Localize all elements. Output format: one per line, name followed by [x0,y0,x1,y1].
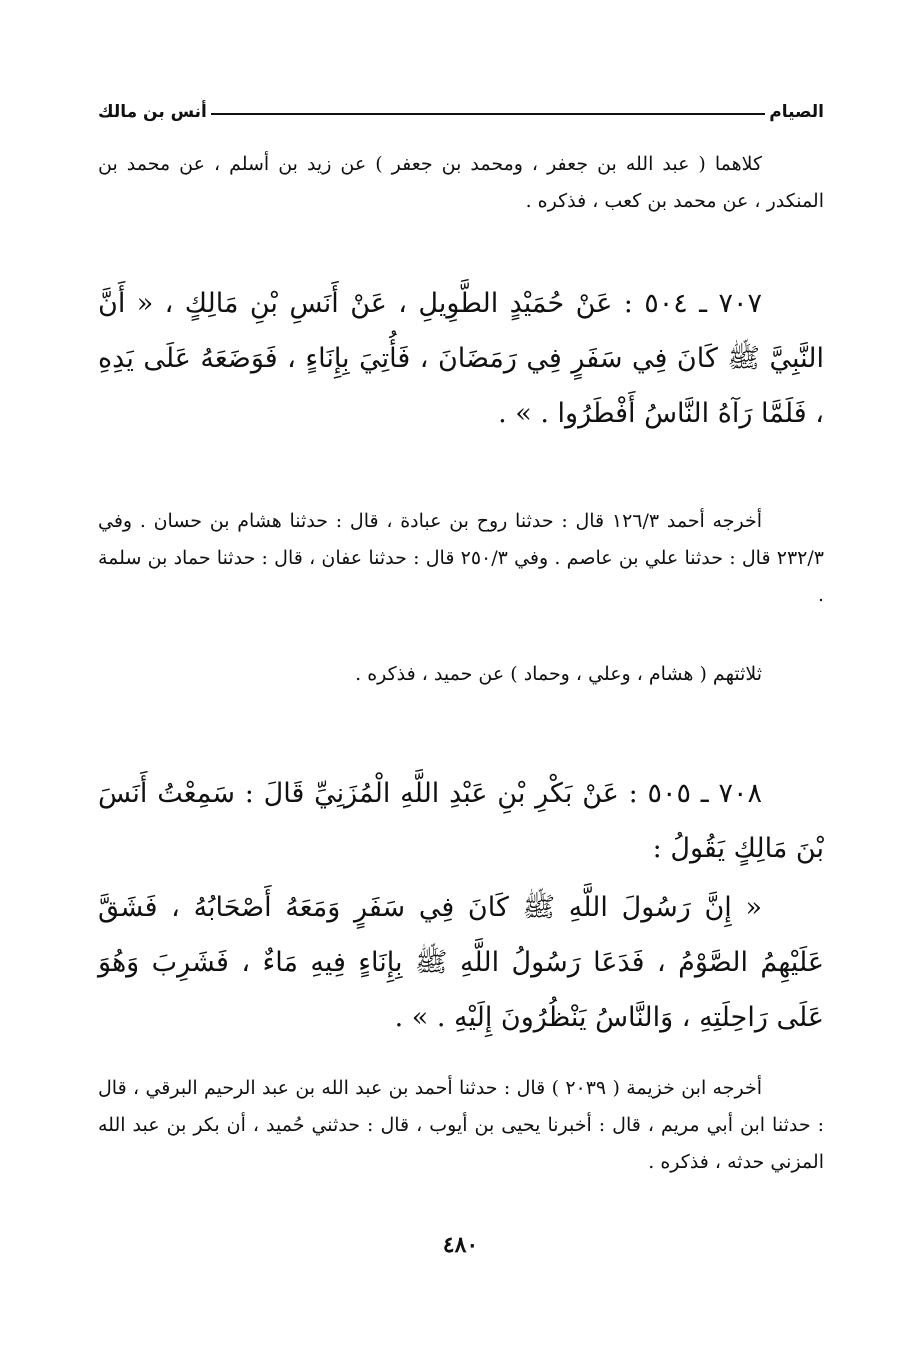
header-section-title: أنس بن مالك [98,102,207,122]
takhrij-707-summary: ثلاثتهم ( هشام ، وعلي ، وحماد ) عن حميد ، فذكره . [355,663,762,685]
header-chapter-title: الصيام [769,102,824,122]
running-header [98,92,824,122]
hadith-708-isnad: ٧٠٨ ـ ٥٠٥ : عَنْ بَكْرِ بْنِ عَبْدِ اللَّهِ الْمُزَنِيِّ قَالَ : سَمِعْتُ أَنَسَ بْنَ مَالِكٍ يَقُولُ : [98,778,824,864]
takhrij-707: أخرجه أحمد ١٢٦/٣ قال : حدثنا روح بن عبادة ، قال : حدثنا هشام بن حسان . وفي ٢٣٢/٣ قال : حدثنا علي بن عاصم . وفي ٢٥٠/٣ قال : حدثنا عفان ، قال : حدثنا حماد بن سلمة . [98,510,824,606]
hadith-708-matn: « إِنَّ رَسُولَ اللَّهِ ﷺ كَانَ فِي سَفَرٍ وَمَعَهُ أَصْحَابُهُ ، فَشَقَّ عَلَيْهِمُ الصَّوْمُ ، فَدَعَا رَسُولُ اللَّهِ ﷺ بِإِنَاءٍ فِيهِ مَاءٌ ، فَشَرِبَ وَهُوَ عَلَى رَاحِلَتِهِ ، وَالنَّاسُ يَنْظُرُونَ إِلَيْهِ . » . [98,892,824,1033]
paragraph-continuation: كلاهما ( عبد الله بن جعفر ، ومحمد بن جعفر ) عن زيد بن أسلم ، عن محمد بن المنكدر ، عن محمد بن كعب ، فذكره . [98,153,824,212]
page-number: ٤٨٠ [442,1232,479,1258]
hadith-707: ٧٠٧ ـ ٥٠٤ : عَنْ حُمَيْدٍ الطَّوِيلِ ، عَنْ أَنَسِ بْنِ مَالِكٍ ، « أَنَّ النَّبِيَّ ﷺ كَانَ فِي سَفَرٍ فِي رَمَضَانَ ، فَأُتِيَ بِإِنَاءٍ ، فَوَضَعَهُ عَلَى يَدِهِ ، فَلَمَّا رَآهُ النَّاسُ أَفْطَرُوا . » . [98,288,824,429]
header-rule [211,113,765,115]
takhrij-708: أخرجه ابن خزيمة ( ٢٠٣٩ ) قال : حدثنا أحمد بن عبد الله بن عبد الرحيم البرقي ، قال : حدثنا ابن أبي مريم ، قال : أخبرنا يحيى بن أيوب ، قال : حدثني حُميد ، أن بكر بن عبد الله المزني حدثه ، فذكره . [98,1077,824,1173]
